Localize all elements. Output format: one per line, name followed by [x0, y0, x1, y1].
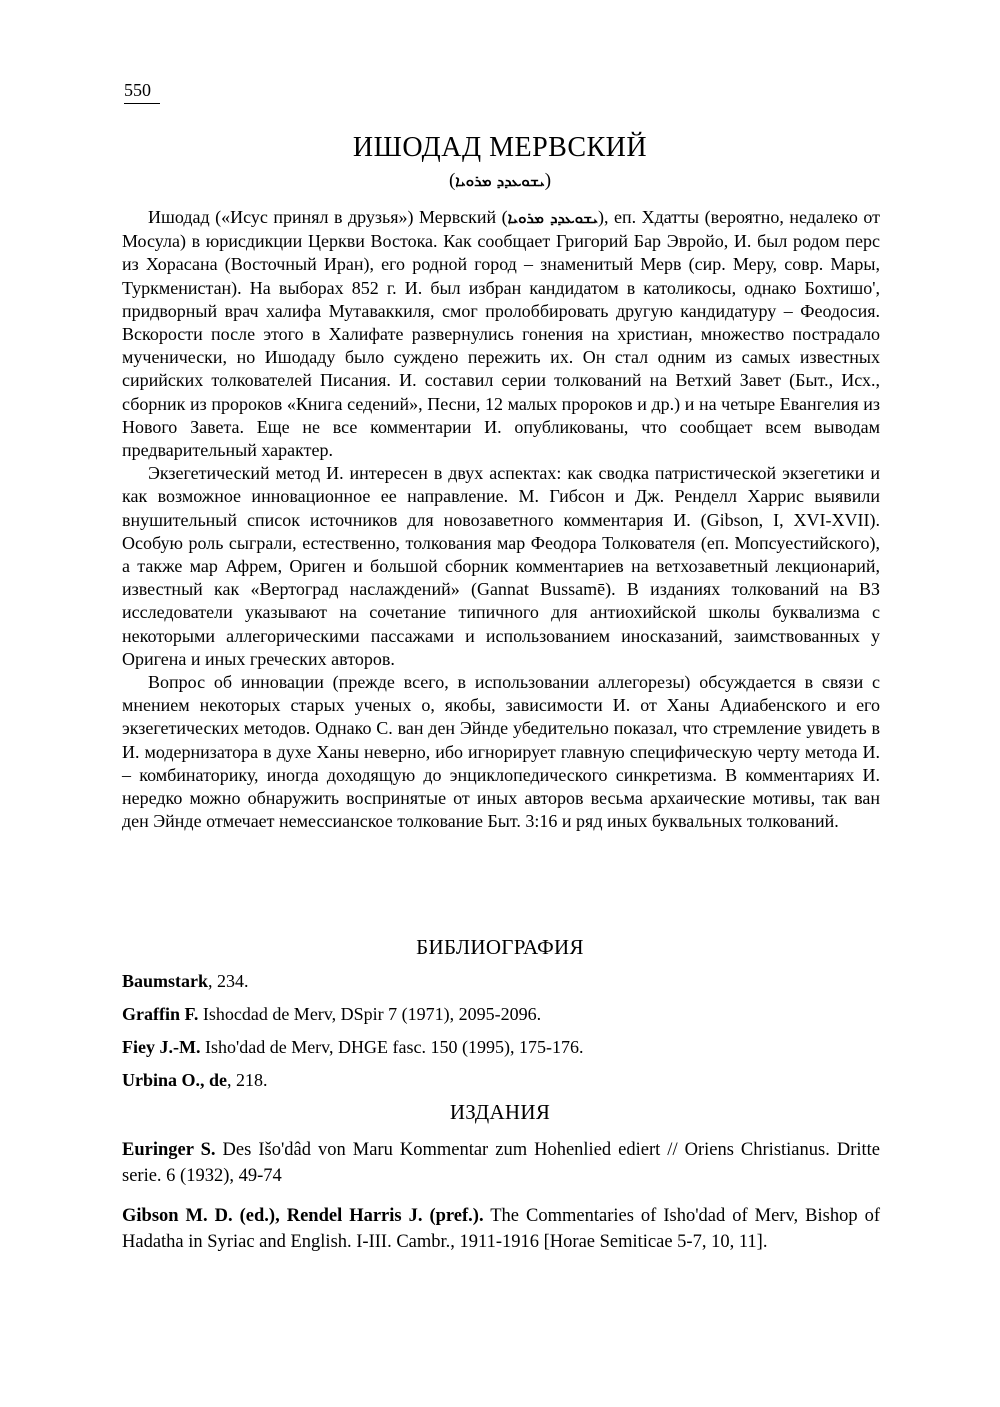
article-subtitle — [0, 170, 1000, 192]
editions-heading: ИЗДАНИЯ — [449, 1100, 551, 1124]
entry-author: Gibson M. D. (ed.), Rendel Harris J. (pref.). — [122, 1206, 484, 1226]
entry-author: Euringer S. — [122, 1140, 216, 1160]
bibliography-entry — [122, 970, 880, 992]
bibliography-list — [122, 970, 880, 1102]
bibliography-entry — [122, 1069, 880, 1091]
editions-list — [122, 1137, 880, 1269]
entry-details: Des Išo'dâd von Maru Kommentar zum Hohenlied ediert // Oriens Christianus. Dritte serie. 6 (1932), 49-74 — [122, 1140, 880, 1186]
entry-details: Isho'dad de Merv, DHGE fasc. 150 (1995), 175-176. — [200, 1037, 584, 1057]
bibliography-heading: БИБЛИОГРАФИЯ — [416, 935, 584, 959]
syriac-name: ܝܫܘܥܕܕ ܡܪܘܝܐ — [455, 172, 545, 190]
syriac-name-inline: ܝܫܘܥܕܕ ܡܪܘܝܐ — [507, 209, 599, 227]
paragraph-text: Ишодад («Исус принял в друзья») Мервский ( — [148, 207, 508, 227]
entry-author: Urbina O., de — [122, 1070, 228, 1090]
paragraph-method: Экзегетический метод И. интересен в двух аспектах: как сводка патристической экзегетики и как возможное инновационное ее направление. М. Гибсон и Дж. Ренделл Харрис выявили внушительный список источников для новозаветного комментария И. (Gibson, I, XVI-XVII). Особую роль сыграли, естественно, толкования мар Феодора Толкователя (еп. Мопсуестийского), а также мар Афрем, Ориген и большой сборник комментариев на ветхозаветный лекционарий, известный как «Вертоград наслаждений» (Gannat Bussamē). В изданиях толкований на ВЗ исследователи указывают на сочетание типичного для антиохийской школы буквализма с некоторыми аллегорическими пассажами и использованием иносказаний, заимствованных у Оригена и иных греческих авторов. — [122, 463, 880, 669]
subtitle-close-paren: ) — [544, 170, 552, 191]
article-body — [122, 206, 880, 833]
subtitle-open-paren: ( — [448, 170, 456, 191]
entry-author: Baumstark — [122, 971, 209, 991]
edition-entry — [122, 1137, 880, 1189]
bibliography-entry — [122, 1003, 880, 1025]
entry-details: Ishocdad de Merv, DSpir 7 (1971), 2095-2096. — [198, 1004, 542, 1024]
entry-details: , 218. — [227, 1070, 268, 1090]
page-number: 550 — [124, 80, 160, 104]
article-title: ИШОДАД МЕРВСКИЙ — [352, 132, 648, 163]
paragraph-innovation: Вопрос об инновации (прежде всего, в использовании аллегорезы) обсуждается в связи с мнением некоторых старых ученых о, якобы, зависимости И. от Ханы Адиабенского и его экзегетических методов. Однако С. ван ден Эйнде убедительно показал, что стремление увидеть в И. модернизатора в духе Ханы неверно, ибо игнорирует главную специфическую черту метода И. – комбинаторику, иногда доходящую до энциклопедического синкретизма. В комментариях И. нередко можно обнаружить воспринятые от иных авторов весьма архаические мотивы, так ван ден Эйнде отмечает немессианское толкование Быт. 3:16 и ряд иных буквальных толкований. — [122, 672, 880, 832]
entry-details: The Commentaries of Isho'dad of Merv, Bishop of Hadatha in Syriac and English. I-III. Cambr., 1911-1916 [Horae Semiticae 5-7, 10, 11]. — [122, 1206, 880, 1252]
entry-author: Fiey J.-M. — [122, 1037, 201, 1057]
paragraph-biography — [122, 206, 880, 462]
bibliography-entry — [122, 1036, 880, 1058]
entry-details: , 234. — [208, 971, 249, 991]
edition-entry — [122, 1203, 880, 1255]
paragraph-text: ), еп. Хдатты (вероятно, недалеко от Мосула) в юрисдикции Церкви Востока. Как сообщает Григорий Бар Эвройо, И. был родом перс из Хорасана (Восточный Иран), его родной город – знаменитый Мерв (сир. Меру, совр. Мары, Туркменистан). На выборах 852 г. И. был избран кандидатом в католикосы, однако Бохтишо', придворный врач халифа Мутаваккиля, смог пролоббировать другую кандидатуру – Феодосия. Вскорости после этого в Халифате развернулись гонения на христиан, множество пострадало мученически, но Ишодаду было суждено пережить их. Он стал одним из самых известных сирийских толкователей Писания. И. составил серии толкований на Ветхий Завет (Быт., Исх., сборник из пророков «Книга седений», Песни, 12 малых пророков и др.) и на четыре Евангелия из Нового Завета. Еще не все комментарии И. опубликованы, что сообщает всем выводам предварительный характер. — [122, 207, 881, 461]
entry-author: Graffin F. — [122, 1004, 199, 1024]
